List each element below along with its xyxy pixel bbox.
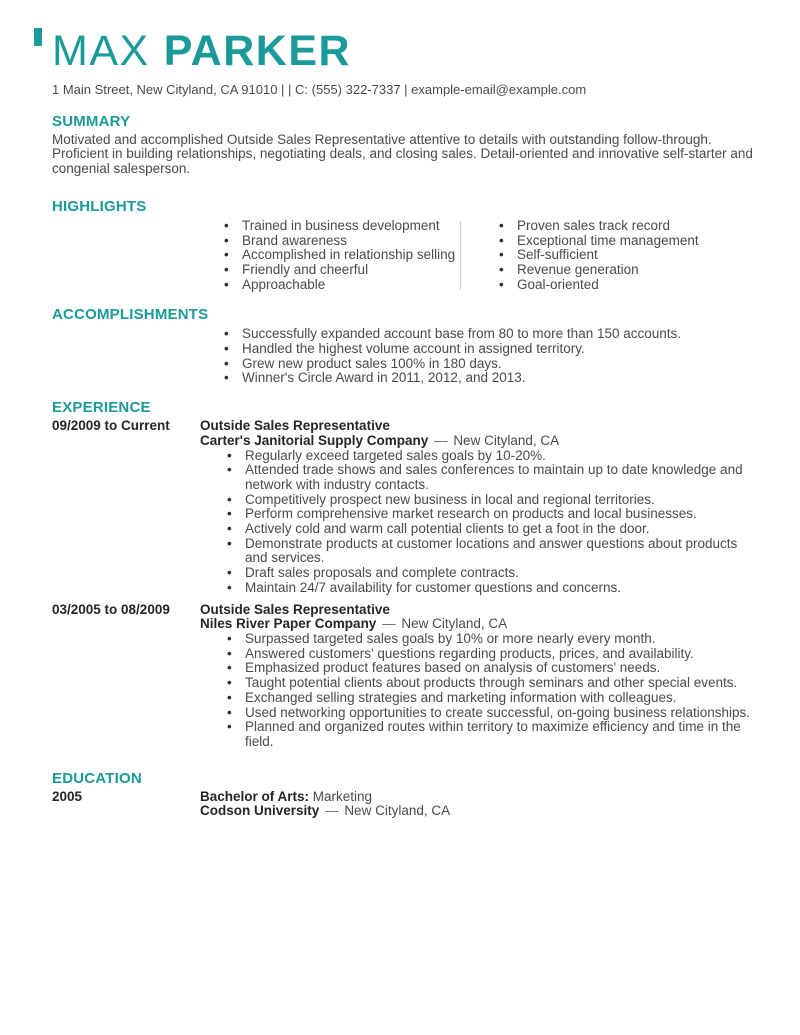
- job-title: Outside Sales Representative: [200, 601, 390, 617]
- job-duty: • Exchanged selling strategies and marketing information with colleagues.: [225, 691, 755, 706]
- job-entry: [52, 419, 755, 595]
- accomplishment-item: • Grew new product sales 100% in 180 days.: [222, 357, 755, 372]
- accomplishment-item: • Successfully expanded account base from 80 to more than 150 accounts.: [222, 327, 755, 342]
- summary-heading: SUMMARY: [52, 112, 131, 130]
- job-duty: • Answered customers' questions regarding products, prices, and availability.: [225, 647, 755, 662]
- school-location: New Cityland, CA: [344, 803, 451, 819]
- highlight-item: • Brand awareness: [222, 234, 460, 249]
- column-divider: [460, 221, 461, 291]
- job-duty: • Competitively prospect new business in local and regional territories.: [225, 493, 755, 508]
- job-duty: • Surpassed targeted sales goals by 10% or more nearly every month.: [225, 632, 755, 647]
- degree-line: [200, 790, 450, 805]
- candidate-name: [52, 26, 755, 76]
- highlights-column-right: [497, 219, 699, 293]
- job-duty: • Used networking opportunities to create successful, on-going business relationships.: [225, 706, 755, 721]
- location-separator: —: [325, 803, 339, 819]
- job-duty-list: [225, 449, 755, 596]
- job-details: [200, 603, 755, 750]
- resume-content: [0, 26, 800, 819]
- job-duty: • Regularly exceed targeted sales goals by 10-20%.: [225, 449, 755, 464]
- job-details: [200, 419, 755, 595]
- highlight-item: • Approachable: [222, 278, 460, 293]
- first-name: MAX: [52, 27, 150, 75]
- education-section: [52, 770, 755, 819]
- job-date-range: 09/2009 to Current: [52, 418, 170, 434]
- school-line: [200, 804, 450, 819]
- school-name: Codson University: [200, 803, 320, 819]
- job-company-line: [200, 434, 755, 449]
- degree-label: Bachelor of Arts:: [200, 788, 310, 804]
- experience-heading: EXPERIENCE: [52, 399, 151, 417]
- job-date-range: 03/2005 to 08/2009: [52, 601, 170, 617]
- last-name: PARKER: [163, 27, 352, 75]
- contact-line: 1 Main Street, New Cityland, CA 91010 | | C: (555) 322-7337 | example-email@example.com: [52, 82, 587, 97]
- summary-text: Motivated and accomplished Outside Sales Representative attentive to details with outstanding follow-through. Proficient in building relationships, negotiating deals, and closing sales. Detail-oriented and innovative self-starter and congenial salesperson.: [52, 131, 753, 177]
- job-duty: • Taught potential clients about products through seminars and other special events.: [225, 676, 755, 691]
- accomplishments-list: [222, 327, 755, 386]
- education-entry: [52, 790, 755, 819]
- graduation-year: 2005: [52, 788, 83, 804]
- company-name: Niles River Paper Company: [200, 616, 377, 632]
- highlight-item: • Accomplished in relationship selling: [222, 248, 460, 263]
- summary-section: [52, 113, 755, 177]
- job-title: Outside Sales Representative: [200, 418, 390, 434]
- job-duty: • Maintain 24/7 availability for customer questions and concerns.: [225, 581, 755, 596]
- job-duty: • Planned and organized routes within territory to maximize efficiency and time in the field.: [225, 720, 755, 749]
- highlights-column-left: [222, 219, 460, 293]
- highlight-item: • Friendly and cheerful: [222, 263, 460, 278]
- location-separator: —: [382, 616, 396, 632]
- job-duty: • Emphasized product features based on analysis of customers' needs.: [225, 661, 755, 676]
- highlights-heading: HIGHLIGHTS: [52, 197, 147, 215]
- company-location: New Cityland, CA: [401, 616, 508, 632]
- job-duty: • Attended trade shows and sales conferences to maintain up to date knowledge and network with industry contacts.: [225, 463, 755, 492]
- company-name: Carter's Janitorial Supply Company: [200, 432, 429, 448]
- highlight-item: • Self-sufficient: [497, 248, 699, 263]
- degree-field: Marketing: [312, 788, 373, 804]
- company-location: New Cityland, CA: [453, 432, 560, 448]
- highlights-columns: [52, 219, 755, 293]
- location-separator: —: [434, 432, 448, 448]
- highlight-item: • Revenue generation: [497, 263, 699, 278]
- accomplishment-item: • Winner's Circle Award in 2011, 2012, and 2013.: [222, 371, 755, 386]
- accomplishments-section: [52, 306, 755, 386]
- education-heading: EDUCATION: [52, 769, 142, 787]
- job-duty: • Draft sales proposals and complete contracts.: [225, 566, 755, 581]
- education-details: [200, 790, 450, 819]
- accent-corner-mark: [34, 28, 42, 46]
- job-duty: • Demonstrate products at customer locations and answer questions about products and services.: [225, 537, 755, 566]
- job-entry: [52, 603, 755, 750]
- accomplishments-heading: ACCOMPLISHMENTS: [52, 306, 209, 324]
- job-duty-list: [225, 632, 755, 750]
- job-duty: • Perform comprehensive market research on products and local businesses.: [225, 507, 755, 522]
- job-company-line: [200, 617, 755, 632]
- highlight-item: • Exceptional time management: [497, 234, 699, 249]
- accomplishment-item: • Handled the highest volume account in assigned territory.: [222, 342, 755, 357]
- resume-header: [52, 26, 755, 98]
- highlight-item: • Proven sales track record: [497, 219, 699, 234]
- job-duty: • Actively cold and warm call potential clients to get a foot in the door.: [225, 522, 755, 537]
- highlight-item: • Goal-oriented: [497, 278, 699, 293]
- highlights-section: [52, 198, 755, 293]
- experience-section: [52, 399, 755, 749]
- highlight-item: • Trained in business development: [222, 219, 460, 234]
